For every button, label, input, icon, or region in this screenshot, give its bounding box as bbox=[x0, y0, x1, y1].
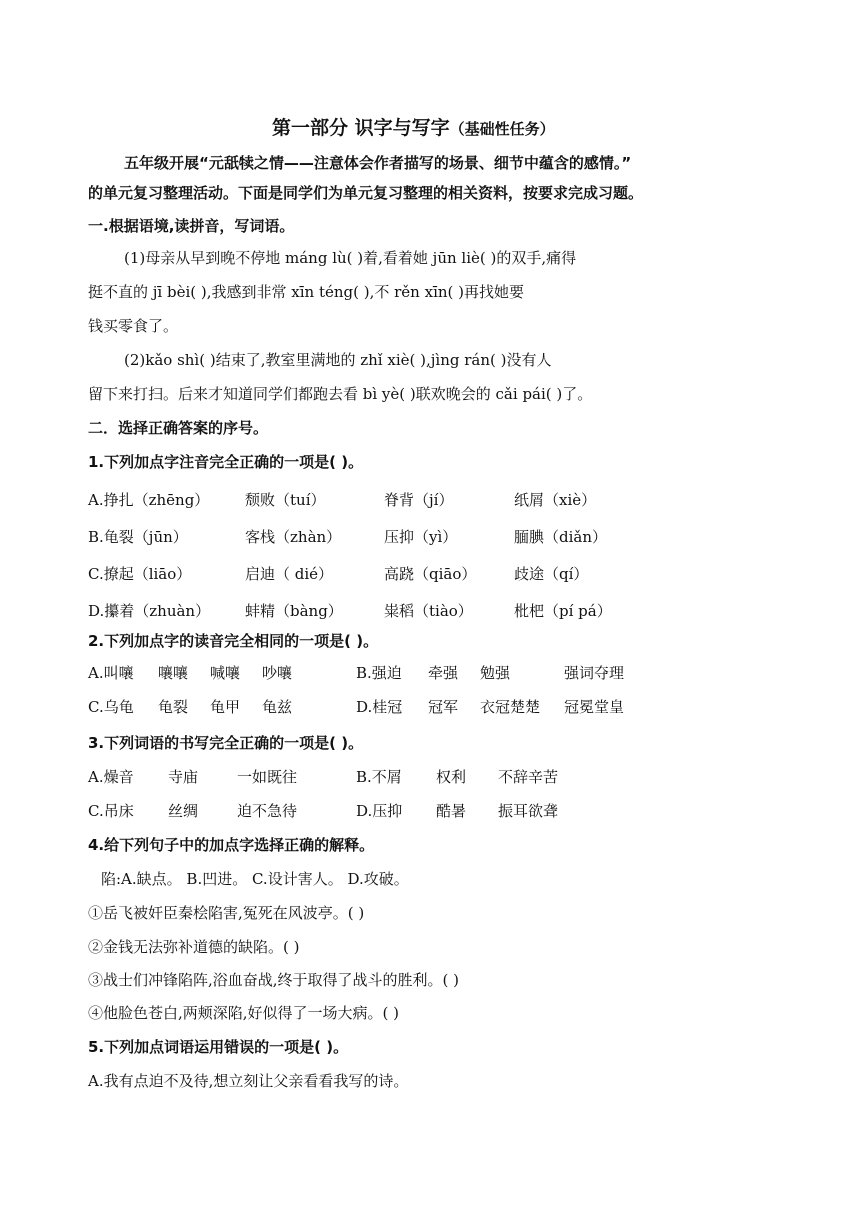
q2-2-2: 龟裂 bbox=[158, 698, 189, 716]
q1-a-2: 颓败（tuí） bbox=[245, 491, 326, 509]
intro-line-1: 五年级开展“元舐犊之情——注意体会作者描写的场景、细节中蕴含的感情。” bbox=[124, 154, 632, 172]
title-main: 第一部分 识字与写字 bbox=[272, 117, 450, 139]
q4-stem: 4.给下列句子中的加点字选择正确的解释。 bbox=[88, 836, 375, 854]
q2-2-4: 龟兹 bbox=[262, 698, 293, 716]
q2-2-5: D.桂冠 bbox=[356, 698, 403, 716]
q1-c-2: 启迪（ dié） bbox=[245, 565, 334, 583]
title-note: （基础性任务） bbox=[449, 120, 555, 138]
q2-2-3: 龟甲 bbox=[210, 698, 241, 716]
s1-p1-line2: 挺不直的 jī bèi( ),我感到非常 xīn téng( ),不 rěn xīn( )再找她要 bbox=[88, 283, 524, 301]
q3-2-4: D.压抑 bbox=[356, 802, 403, 820]
q2-1-8: 强词夺理 bbox=[564, 664, 625, 682]
s1-p2-line2: 留下来打扫。后来才知道同学们都跑去看 bì yè( )联欢晚会的 cǎi pái( )了。 bbox=[88, 385, 593, 403]
q1-a-4: 纸屑（xiè） bbox=[514, 491, 597, 509]
q3-1-4: B.不屑 bbox=[356, 768, 402, 786]
q1-a-1: A.挣扎（zhēng） bbox=[88, 491, 210, 509]
q2-1-4: 吵嚷 bbox=[262, 664, 293, 682]
section1-heading: 一.根据语境,读拼音，写词语。 bbox=[88, 217, 295, 235]
q4-item-3: ③战士们冲锋陷阵,浴血奋战,终于取得了战斗的胜利。( ) bbox=[88, 971, 460, 989]
intro-line-2: 的单元复习整理活动。下面是同学们为单元复习整理的相关资料，按要求完成习题。 bbox=[88, 184, 644, 202]
q1-c-1: C.撩起（liāo） bbox=[88, 565, 192, 583]
q1-stem: 1.下列加点字注音完全正确的一项是( )。 bbox=[88, 453, 364, 471]
section2-heading: 二．选择正确答案的序号。 bbox=[88, 419, 269, 437]
q5-stem: 5.下列加点词语运用错误的一项是( )。 bbox=[88, 1038, 349, 1056]
page-title bbox=[272, 118, 555, 139]
q3-2-3: 迫不急待 bbox=[237, 802, 298, 820]
q4-options: 陷:A.缺点。 B.凹进。 C.设计害人。 D.攻破。 bbox=[101, 870, 409, 888]
q2-2-1: C.乌龟 bbox=[88, 698, 134, 716]
q2-1-3: 喊嚷 bbox=[210, 664, 241, 682]
q5-option-a: A.我有点迫不及待,想立刻让父亲看看我写的诗。 bbox=[88, 1072, 409, 1090]
q3-1-5: 权利 bbox=[436, 768, 467, 786]
q1-c-3: 高跷（qiāo） bbox=[384, 565, 477, 583]
q2-2-8: 冠冕堂皇 bbox=[564, 698, 625, 716]
q2-1-1: A.叫嚷 bbox=[88, 664, 134, 682]
q1-c-4: 歧途（qí） bbox=[514, 565, 589, 583]
q2-2-7: 衣冠楚楚 bbox=[480, 698, 541, 716]
q1-b-2: 客栈（zhàn） bbox=[245, 528, 342, 546]
s1-p2-line1: (2)kǎo shì( )结束了,教室里满地的 zhǐ xiè( ),jìng rán( )没有人 bbox=[124, 351, 552, 369]
q1-a-3: 脊背（jí） bbox=[384, 491, 454, 509]
q2-1-5: B.强迫 bbox=[356, 664, 402, 682]
q2-2-6: 冠军 bbox=[428, 698, 459, 716]
s1-p1-line1: (1)母亲从早到晚不停地 máng lù( )着,看着她 jūn liè( )的双手,痛得 bbox=[124, 249, 577, 267]
q3-stem: 3.下列词语的书写完全正确的一项是( )。 bbox=[88, 734, 364, 752]
q1-d-3: 粜稻（tiào） bbox=[384, 602, 473, 620]
q3-2-1: C.吊床 bbox=[88, 802, 134, 820]
q2-1-2: 嚷嚷 bbox=[158, 664, 189, 682]
q3-2-5: 酷暑 bbox=[436, 802, 467, 820]
q2-stem: 2.下列加点字的读音完全相同的一项是( )。 bbox=[88, 632, 379, 650]
q4-item-1: ①岳飞被奸臣秦桧陷害,冤死在风波亭。( ) bbox=[88, 904, 365, 922]
q3-1-1: A.燥音 bbox=[88, 768, 134, 786]
q1-d-4: 枇杷（pí pá） bbox=[514, 602, 612, 620]
q1-b-1: B.龟裂（jūn） bbox=[88, 528, 188, 546]
q3-1-3: 一如既往 bbox=[237, 768, 298, 786]
q1-d-1: D.攥着（zhuàn） bbox=[88, 602, 211, 620]
q2-1-6: 牵强 bbox=[428, 664, 459, 682]
q4-item-4: ④他脸色苍白,两颊深陷,好似得了一场大病。( ) bbox=[88, 1004, 400, 1022]
q3-1-2: 寺庙 bbox=[168, 768, 199, 786]
q2-1-7: 勉强 bbox=[480, 664, 511, 682]
q3-1-6: 不辞辛苦 bbox=[498, 768, 559, 786]
q1-d-2: 蚌精（bàng） bbox=[245, 602, 343, 620]
q1-b-4: 腼腆（diǎn） bbox=[514, 528, 608, 546]
q3-2-2: 丝绸 bbox=[168, 802, 199, 820]
s1-p1-line3: 钱买零食了。 bbox=[88, 317, 179, 335]
q3-2-6: 振耳欲聋 bbox=[498, 802, 559, 820]
q1-b-3: 压抑（yì） bbox=[384, 528, 458, 546]
q4-item-2: ②金钱无法弥补道德的缺陷。( ) bbox=[88, 938, 300, 956]
